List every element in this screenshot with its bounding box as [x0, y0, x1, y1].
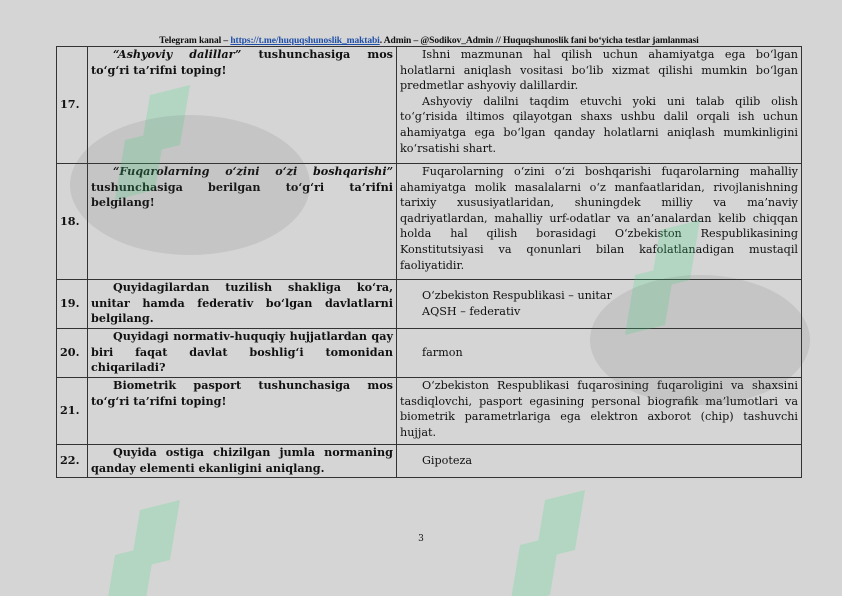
table-row [57, 164, 802, 280]
answer-text: O‘zbekiston Respublikasi fuqarosining fuqaroligini va shaxsini tasdiqlovchi, pasport egasining personal biografik ma’lumotlari va biometrik parametrlariga ega elektron axborot (chip) tashuvchi hujjat. [397, 378, 802, 445]
table-row [57, 47, 802, 164]
question-text: Quyidagi normativ-huquqiy hujjatlardan qay biri faqat davlat boshlig‘i tomonidan chiqariladi? [88, 329, 397, 378]
answer-text: O‘zbekiston Respublikasi – unitar AQSH – federativ [397, 280, 802, 329]
answer-text: Fuqarolarning o‘zini o‘zi boshqarishi fuqarolarning mahalliy ahamiyatga molik masalalarni o‘z manfaatlaridan, rivojlanishning tarixiy xususiyatlaridan, shuningdek milliy va ma’naviy qadriyatlardan, mahalliy urf-odatlar va an’analardan kelib chiqqan holda hal qilish borasidagi O‘zbekiston Respublikasining Konstitutsiyasi va qonunlari bilan kafolatlanadigan mustaqil faoliyatidir. [397, 164, 802, 280]
answer-text: Ishni mazmunan hal qilish uchun ahamiyatga ega bo‘lgan holatlarni aniqlash vositasi bo‘lib xizmat qilishi mumkin bo‘lgan predmetlar ashyoviy dalillardir. Ashyoviy dalilni taqdim etuvchi yoki uni talab qilib olish to‘g‘risida iltimos qilayotgan shaxs ushbu dalil orqali ish uchun ahamiyatga ega bo‘lgan qanday holatlarni aniqlash mumkinligini ko‘rsatishi shart. [397, 47, 802, 164]
question-text: Quyidagilardan tuzilish shakliga ko‘ra, unitar hamda federativ bo‘lgan davlatlarni belgilang. [88, 280, 397, 329]
question-text: “Ashyoviy dalillar” tushunchasiga mos to‘g‘ri ta’rifni toping! [88, 47, 397, 164]
question-text: Biometrik pasport tushunchasiga mos to‘g‘ri ta’rifni toping! [88, 378, 397, 445]
question-answer-table [56, 46, 802, 478]
table-row [57, 445, 802, 478]
answer-text: farmon [397, 329, 802, 378]
question-text: “Fuqarolarning o‘zini o‘zi boshqarishi” tushunchasiga berilgan to‘g‘ri ta’rifni belgilang! [88, 164, 397, 280]
question-number: 22. [57, 445, 88, 478]
table-row [57, 329, 802, 378]
question-number: 19. [57, 280, 88, 329]
table-row [57, 280, 802, 329]
table-row [57, 378, 802, 445]
question-text: Quyida ostiga chizilgan jumla normaning qanday elementi ekanligini aniqlang. [88, 445, 397, 478]
header-prefix: Telegram kanal – [159, 36, 231, 46]
question-number: 21. [57, 378, 88, 445]
page-header [56, 36, 802, 46]
header-suffix: . Admin – @Sodikov_Admin // Huquqshunoslik fani bo‘yicha testlar jamlanmasi [379, 36, 699, 46]
page-number: 3 [418, 534, 424, 544]
question-number: 20. [57, 329, 88, 378]
answer-text: Gipoteza [397, 445, 802, 478]
question-number: 17. [57, 47, 88, 164]
question-number: 18. [57, 164, 88, 280]
telegram-link[interactable]: https://t.me/huquqshunoslik_maktabi [230, 36, 380, 46]
